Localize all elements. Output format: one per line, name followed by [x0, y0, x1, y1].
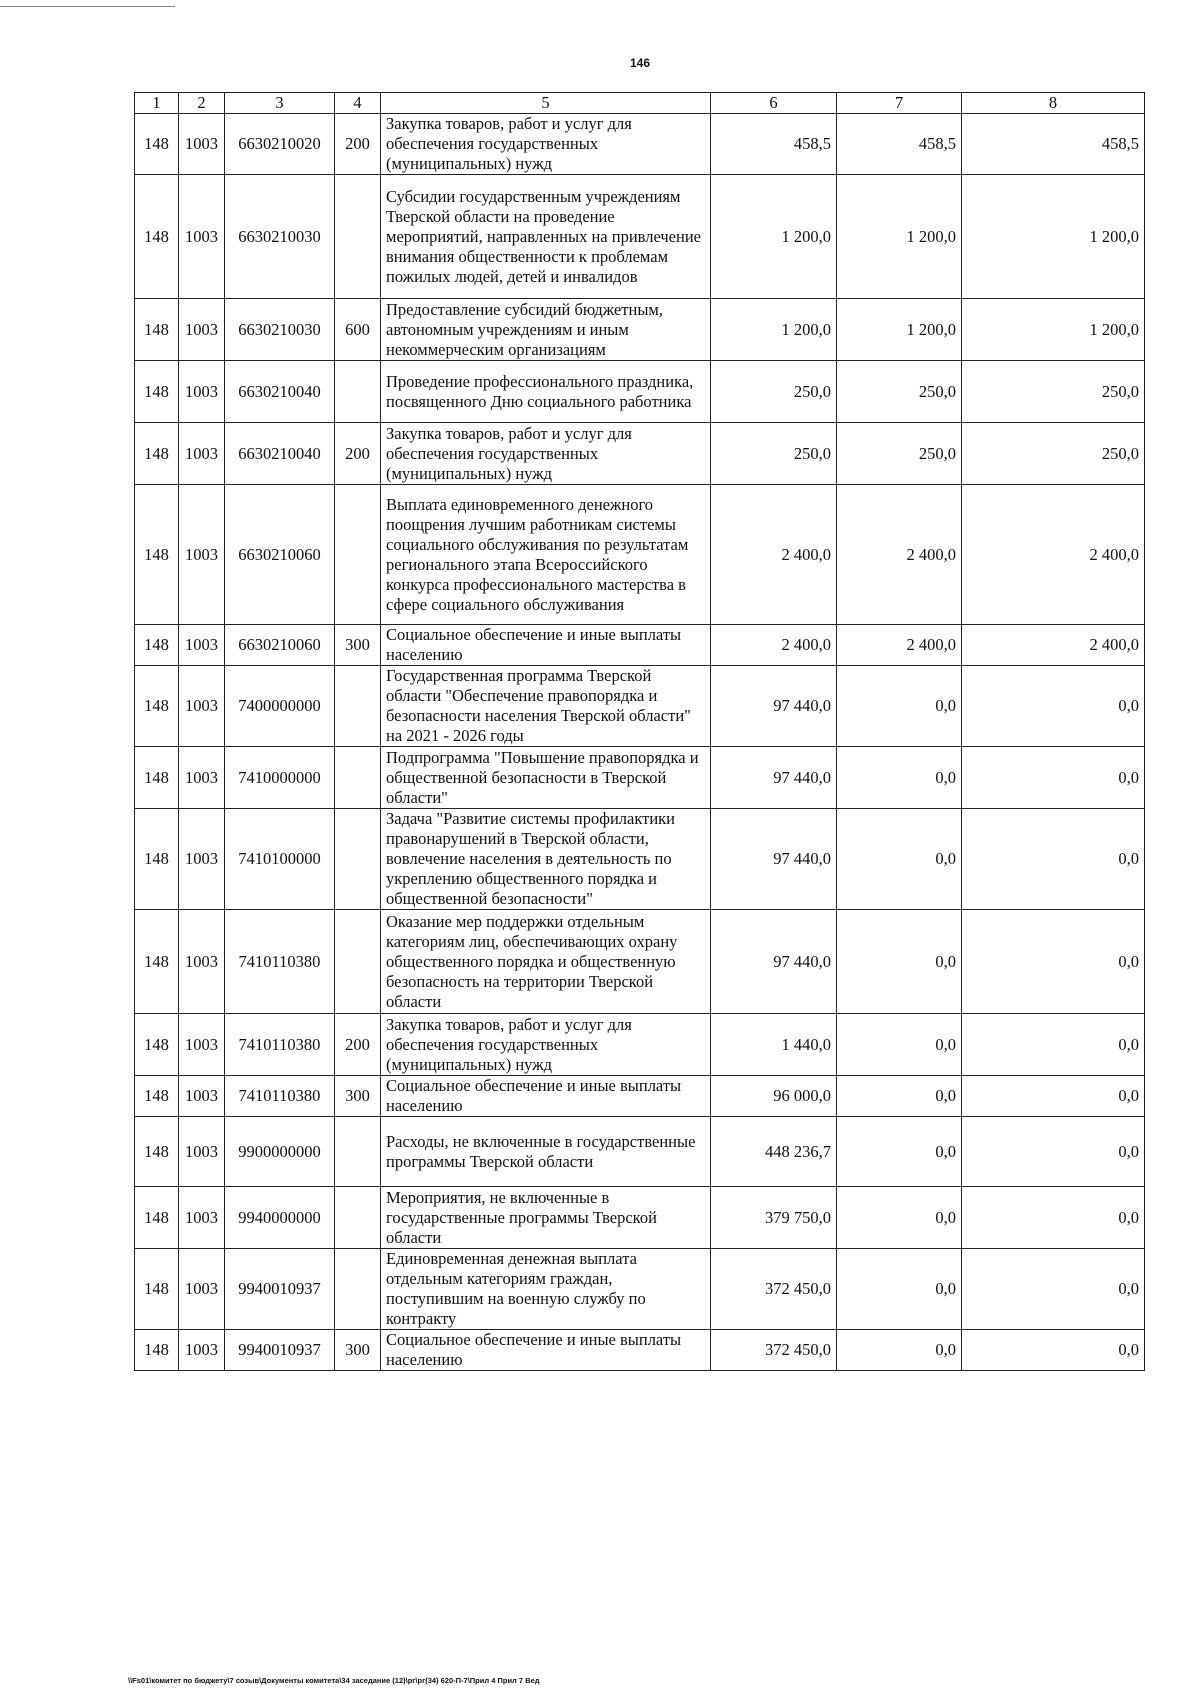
table-row: [135, 809, 1145, 910]
cell-subsection: 1003: [179, 1117, 225, 1187]
cell-subsection: 1003: [179, 423, 225, 485]
cell-amount-col8: 1 200,0: [962, 299, 1145, 361]
cell-expense-type: [335, 666, 381, 747]
cell-amount-col8: 0,0: [962, 1330, 1145, 1371]
cell-expense-type: 300: [335, 625, 381, 666]
cell-amount-col8: 458,5: [962, 114, 1145, 175]
cell-section: 148: [135, 809, 179, 910]
cell-subsection: 1003: [179, 299, 225, 361]
cell-description: Предоставление субсидий бюджетным, автономным учреждениям и иным некоммерческим организациям: [381, 299, 711, 361]
cell-target-article: 7400000000: [225, 666, 335, 747]
cell-amount-col6: 97 440,0: [711, 809, 837, 910]
table-row: [135, 361, 1145, 423]
cell-amount-col6: 1 440,0: [711, 1014, 837, 1076]
table-row: [135, 747, 1145, 809]
cell-amount-col7: 2 400,0: [837, 485, 962, 625]
cell-section: 148: [135, 747, 179, 809]
cell-amount-col7: 0,0: [837, 1014, 962, 1076]
cell-amount-col7: 2 400,0: [837, 625, 962, 666]
cell-target-article: 9940000000: [225, 1187, 335, 1249]
header-col-6: 6: [711, 93, 837, 114]
cell-expense-type: [335, 1117, 381, 1187]
cell-target-article: 6630210060: [225, 625, 335, 666]
table-row: [135, 1249, 1145, 1330]
cell-amount-col7: 458,5: [837, 114, 962, 175]
cell-amount-col7: 1 200,0: [837, 175, 962, 299]
cell-amount-col8: 250,0: [962, 423, 1145, 485]
cell-subsection: 1003: [179, 666, 225, 747]
table-row: [135, 485, 1145, 625]
cell-amount-col6: 372 450,0: [711, 1330, 837, 1371]
cell-description: Закупка товаров, работ и услуг для обеспечения государственных (муниципальных) нужд: [381, 114, 711, 175]
cell-expense-type: 200: [335, 1014, 381, 1076]
table-row: [135, 175, 1145, 299]
table-row: [135, 1014, 1145, 1076]
cell-subsection: 1003: [179, 1187, 225, 1249]
cell-amount-col6: 1 200,0: [711, 175, 837, 299]
cell-amount-col7: 250,0: [837, 361, 962, 423]
cell-amount-col7: 0,0: [837, 910, 962, 1014]
cell-expense-type: [335, 175, 381, 299]
cell-amount-col6: 448 236,7: [711, 1117, 837, 1187]
table-row: [135, 423, 1145, 485]
cell-amount-col8: 250,0: [962, 361, 1145, 423]
cell-amount-col8: 0,0: [962, 1187, 1145, 1249]
cell-target-article: 6630210060: [225, 485, 335, 625]
cell-target-article: 9940010937: [225, 1249, 335, 1330]
cell-section: 148: [135, 1076, 179, 1117]
cell-expense-type: [335, 361, 381, 423]
cell-expense-type: 600: [335, 299, 381, 361]
cell-subsection: 1003: [179, 625, 225, 666]
cell-subsection: 1003: [179, 1014, 225, 1076]
cell-description: Социальное обеспечение и иные выплаты населению: [381, 1330, 711, 1371]
cell-amount-col7: 1 200,0: [837, 299, 962, 361]
cell-section: 148: [135, 625, 179, 666]
cell-amount-col6: 458,5: [711, 114, 837, 175]
cell-amount-col8: 0,0: [962, 809, 1145, 910]
cell-expense-type: [335, 910, 381, 1014]
top-rule: [0, 6, 175, 7]
cell-amount-col6: 1 200,0: [711, 299, 837, 361]
budget-table: [134, 92, 1145, 1371]
table-row: [135, 1187, 1145, 1249]
header-col-7: 7: [837, 93, 962, 114]
cell-target-article: 7410000000: [225, 747, 335, 809]
cell-amount-col7: 0,0: [837, 1076, 962, 1117]
cell-amount-col7: 0,0: [837, 747, 962, 809]
cell-description: Подпрограмма "Повышение правопорядка и общественной безопасности в Тверской области": [381, 747, 711, 809]
header-col-5: 5: [381, 93, 711, 114]
cell-amount-col8: 0,0: [962, 910, 1145, 1014]
cell-amount-col7: 0,0: [837, 1249, 962, 1330]
cell-subsection: 1003: [179, 485, 225, 625]
cell-section: 148: [135, 423, 179, 485]
cell-amount-col6: 97 440,0: [711, 666, 837, 747]
cell-description: Государственная программа Тверской области "Обеспечение правопорядка и безопасности населения Тверской области" на 2021 - 2026 годы: [381, 666, 711, 747]
header-col-8: 8: [962, 93, 1145, 114]
cell-amount-col6: 97 440,0: [711, 910, 837, 1014]
cell-target-article: 9900000000: [225, 1117, 335, 1187]
cell-section: 148: [135, 1330, 179, 1371]
cell-target-article: 6630210040: [225, 361, 335, 423]
cell-target-article: 6630210030: [225, 175, 335, 299]
cell-subsection: 1003: [179, 114, 225, 175]
cell-amount-col8: 0,0: [962, 1014, 1145, 1076]
cell-expense-type: [335, 485, 381, 625]
table-row: [135, 1076, 1145, 1117]
cell-subsection: 1003: [179, 809, 225, 910]
cell-target-article: 6630210020: [225, 114, 335, 175]
cell-section: 148: [135, 1249, 179, 1330]
cell-amount-col8: 2 400,0: [962, 625, 1145, 666]
cell-description: Выплата единовременного денежного поощрения лучшим работникам системы социального обслуживания по результатам регионального этапа Всероссийского конкурса профессионального мастерства в сфере социального обслуживания: [381, 485, 711, 625]
cell-subsection: 1003: [179, 1249, 225, 1330]
table-row: [135, 625, 1145, 666]
table-row: [135, 114, 1145, 175]
cell-amount-col6: 372 450,0: [711, 1249, 837, 1330]
cell-amount-col7: 0,0: [837, 666, 962, 747]
cell-amount-col7: 250,0: [837, 423, 962, 485]
cell-expense-type: 200: [335, 114, 381, 175]
header-col-4: 4: [335, 93, 381, 114]
cell-expense-type: [335, 1249, 381, 1330]
cell-expense-type: 200: [335, 423, 381, 485]
header-row: [135, 93, 1145, 114]
cell-description: Закупка товаров, работ и услуг для обеспечения государственных (муниципальных) нужд: [381, 423, 711, 485]
cell-description: Расходы, не включенные в государственные программы Тверской области: [381, 1117, 711, 1187]
cell-section: 148: [135, 485, 179, 625]
cell-expense-type: [335, 1187, 381, 1249]
cell-expense-type: [335, 747, 381, 809]
cell-amount-col7: 0,0: [837, 809, 962, 910]
cell-amount-col8: 0,0: [962, 1249, 1145, 1330]
footer-file-path: \\Fs01\комитет по бюджету\7 созыв\Документы комитета\34 заседание (12)\рг\рг(34) 620-П-7\Прил 4 Прил 7 Вед: [128, 1676, 540, 1685]
cell-description: Субсидии государственным учреждениям Тверской области на проведение мероприятий, направленных на привлечение внимания общественности к проблемам пожилых людей, детей и инвалидов: [381, 175, 711, 299]
cell-section: 148: [135, 910, 179, 1014]
cell-target-article: 7410110380: [225, 1076, 335, 1117]
cell-target-article: 7410110380: [225, 1014, 335, 1076]
cell-section: 148: [135, 1117, 179, 1187]
cell-description: Задача "Развитие системы профилактики правонарушений в Тверской области, вовлечение населения в деятельность по укреплению общественного порядка и общественной безопасности": [381, 809, 711, 910]
cell-amount-col7: 0,0: [837, 1330, 962, 1371]
cell-section: 148: [135, 361, 179, 423]
cell-amount-col6: 379 750,0: [711, 1187, 837, 1249]
cell-target-article: 7410110380: [225, 910, 335, 1014]
cell-subsection: 1003: [179, 1076, 225, 1117]
cell-section: 148: [135, 175, 179, 299]
cell-subsection: 1003: [179, 747, 225, 809]
cell-description: Оказание мер поддержки отдельным категориям лиц, обеспечивающих охрану общественного порядка и общественную безопасность на территории Тверской области: [381, 910, 711, 1014]
cell-amount-col6: 97 440,0: [711, 747, 837, 809]
cell-amount-col8: 1 200,0: [962, 175, 1145, 299]
cell-section: 148: [135, 114, 179, 175]
cell-amount-col6: 2 400,0: [711, 485, 837, 625]
cell-subsection: 1003: [179, 910, 225, 1014]
cell-section: 148: [135, 666, 179, 747]
cell-amount-col8: 0,0: [962, 747, 1145, 809]
header-col-2: 2: [179, 93, 225, 114]
header-col-1: 1: [135, 93, 179, 114]
cell-amount-col6: 96 000,0: [711, 1076, 837, 1117]
cell-amount-col8: 0,0: [962, 1117, 1145, 1187]
cell-amount-col6: 250,0: [711, 361, 837, 423]
table-row: [135, 1117, 1145, 1187]
table-row: [135, 910, 1145, 1014]
cell-amount-col6: 250,0: [711, 423, 837, 485]
cell-target-article: 6630210030: [225, 299, 335, 361]
cell-section: 148: [135, 299, 179, 361]
cell-amount-col7: 0,0: [837, 1187, 962, 1249]
cell-subsection: 1003: [179, 1330, 225, 1371]
cell-section: 148: [135, 1014, 179, 1076]
cell-target-article: 6630210040: [225, 423, 335, 485]
table-row: [135, 1330, 1145, 1371]
cell-target-article: 7410100000: [225, 809, 335, 910]
cell-description: Социальное обеспечение и иные выплаты населению: [381, 1076, 711, 1117]
cell-expense-type: 300: [335, 1330, 381, 1371]
cell-expense-type: [335, 809, 381, 910]
cell-amount-col8: 0,0: [962, 666, 1145, 747]
cell-description: Единовременная денежная выплата отдельным категориям граждан, поступившим на военную службу по контракту: [381, 1249, 711, 1330]
table-row: [135, 666, 1145, 747]
cell-target-article: 9940010937: [225, 1330, 335, 1371]
cell-section: 148: [135, 1187, 179, 1249]
table-row: [135, 299, 1145, 361]
header-col-3: 3: [225, 93, 335, 114]
page-number: 146: [629, 56, 651, 70]
cell-description: Проведение профессионального праздника, посвященного Дню социального работника: [381, 361, 711, 423]
cell-amount-col8: 2 400,0: [962, 485, 1145, 625]
cell-amount-col8: 0,0: [962, 1076, 1145, 1117]
cell-description: Закупка товаров, работ и услуг для обеспечения государственных (муниципальных) нужд: [381, 1014, 711, 1076]
cell-description: Мероприятия, не включенные в государственные программы Тверской области: [381, 1187, 711, 1249]
cell-expense-type: 300: [335, 1076, 381, 1117]
cell-subsection: 1003: [179, 175, 225, 299]
cell-description: Социальное обеспечение и иные выплаты населению: [381, 625, 711, 666]
cell-amount-col7: 0,0: [837, 1117, 962, 1187]
cell-subsection: 1003: [179, 361, 225, 423]
cell-amount-col6: 2 400,0: [711, 625, 837, 666]
